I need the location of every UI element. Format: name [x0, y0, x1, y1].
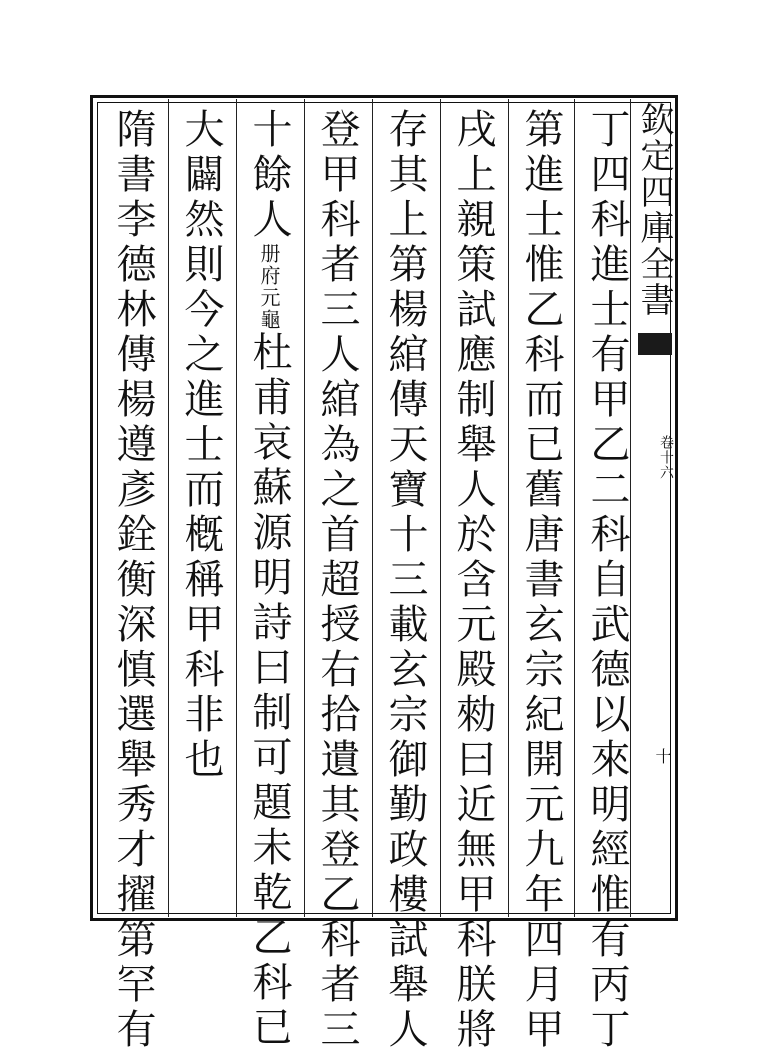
column-rule	[372, 99, 373, 917]
column-rule	[508, 99, 509, 917]
column-rule	[440, 99, 441, 917]
column-rule	[304, 99, 305, 917]
text-column-7: 大闢然則今之進士而槪稱甲科非也	[178, 108, 224, 783]
text-column-2: 第進士惟乙科而已舊唐書玄宗紀開元九年四月甲	[518, 108, 564, 1053]
text-column-6	[238, 108, 300, 1051]
folio-number: 十	[653, 748, 672, 764]
column-rule	[574, 99, 575, 917]
text-column-6-rest: 杜甫哀蘇源明詩曰制可題未乾乙科已	[246, 331, 292, 1051]
text-column-5: 登甲科者三人綰為之首超授右拾遺其登乙科者三	[314, 108, 360, 1053]
volume-label: 卷十六	[658, 435, 674, 480]
book-title-margin: 欽定四庫全書	[634, 102, 674, 318]
text-column-6-main: 十餘人	[246, 108, 292, 243]
column-rule	[168, 99, 169, 917]
interlinear-note: 册府元龜	[257, 243, 281, 331]
text-column-1: 丁四科進士有甲乙二科自武德以來明經惟有丙丁	[584, 108, 630, 1053]
text-column-4: 存其上第楊綰傳天寶十三載玄宗御勤政樓試舉人	[382, 108, 428, 1053]
margin-fish-tail	[638, 333, 672, 355]
text-column-3: 戌上親策試應制舉人於含元殿勑曰近無甲科朕將	[450, 108, 496, 1053]
text-column-8: 隋書李德林傳楊遵彥銓衡深慎選舉秀才擢第罕有	[110, 108, 156, 1053]
column-rule	[236, 99, 237, 917]
